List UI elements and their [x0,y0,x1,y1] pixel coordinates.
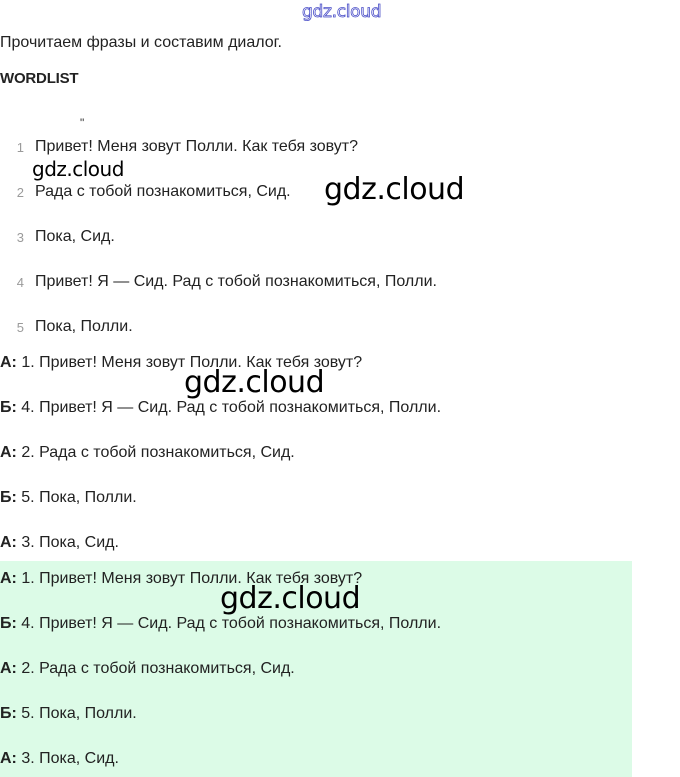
watermark: gdz.cloud [32,157,124,181]
speaker-label: А: [0,660,17,677]
answer-line [0,750,119,768]
phrase-text: Пока, Полли. [35,318,133,335]
site-logo[interactable]: gdz.cloud [302,2,382,22]
answer-text: 5. Пока, Полли. [16,705,137,722]
phrase-text: Привет! Меня зовут Полли. Как тебя зовут? [35,138,358,155]
phrase-text: Рада с тобой познакомиться, Сид. [35,183,291,200]
phrase-item [0,270,437,294]
task-intro: Прочитаем фразы и составим диалог. [0,34,282,51]
dialog-line [0,489,137,507]
phrase-text: Привет! Я — Сид. Рад с тобой познакомиться, Полли. [35,273,437,290]
answer-text: 1. Привет! Меня зовут Полли. Как тебя зовут? [16,570,363,587]
speaker-label: А: [0,570,17,587]
phrase-number: 1 [16,139,24,155]
speaker-label: А: [0,444,17,461]
phrase-number: 5 [16,319,24,335]
speaker-label: Б: [0,399,17,416]
phrase-item [0,315,133,339]
answer-line [0,705,137,723]
speaker-label: Б: [0,705,17,722]
speaker-label: А: [0,354,17,371]
phrase-number: 3 [16,229,24,245]
dialog-text: 3. Пока, Сид. [16,534,119,551]
wordlist-heading: WORDLIST [0,70,79,87]
watermark: gdz.cloud [184,365,325,400]
answer-text: 4. Привет! Я — Сид. Рад с тобой познакомиться, Полли. [16,615,442,632]
dialog-text: 5. Пока, Полли. [16,489,137,506]
dialog-line [0,399,441,417]
dialog-text: 1. Привет! Меня зовут Полли. Как тебя зовут? [16,354,363,371]
dialog-line [0,444,295,462]
speaker-label: А: [0,534,17,551]
phrase-text: Пока, Сид. [35,228,115,245]
dialog-text: 2. Рада с тобой познакомиться, Сид. [16,444,295,461]
speaker-label: Б: [0,489,17,506]
watermark: gdz.cloud [324,172,465,207]
speaker-label: А: [0,750,17,767]
dialog-line [0,534,119,552]
speaker-label: Б: [0,615,17,632]
answer-text: 3. Пока, Сид. [16,750,119,767]
phrase-number: 2 [16,184,24,200]
phrase-number: 4 [16,274,24,290]
phrase-item [0,135,358,159]
dialog-text: 4. Привет! Я — Сид. Рад с тобой познакомиться, Полли. [16,399,442,416]
watermark: gdz.cloud [220,581,361,616]
quote-mark: " [80,116,85,130]
answer-text: 2. Рада с тобой познакомиться, Сид. [16,660,295,677]
phrase-item [0,225,115,249]
answer-line [0,615,441,633]
phrase-item [0,180,291,204]
answer-line [0,660,295,678]
